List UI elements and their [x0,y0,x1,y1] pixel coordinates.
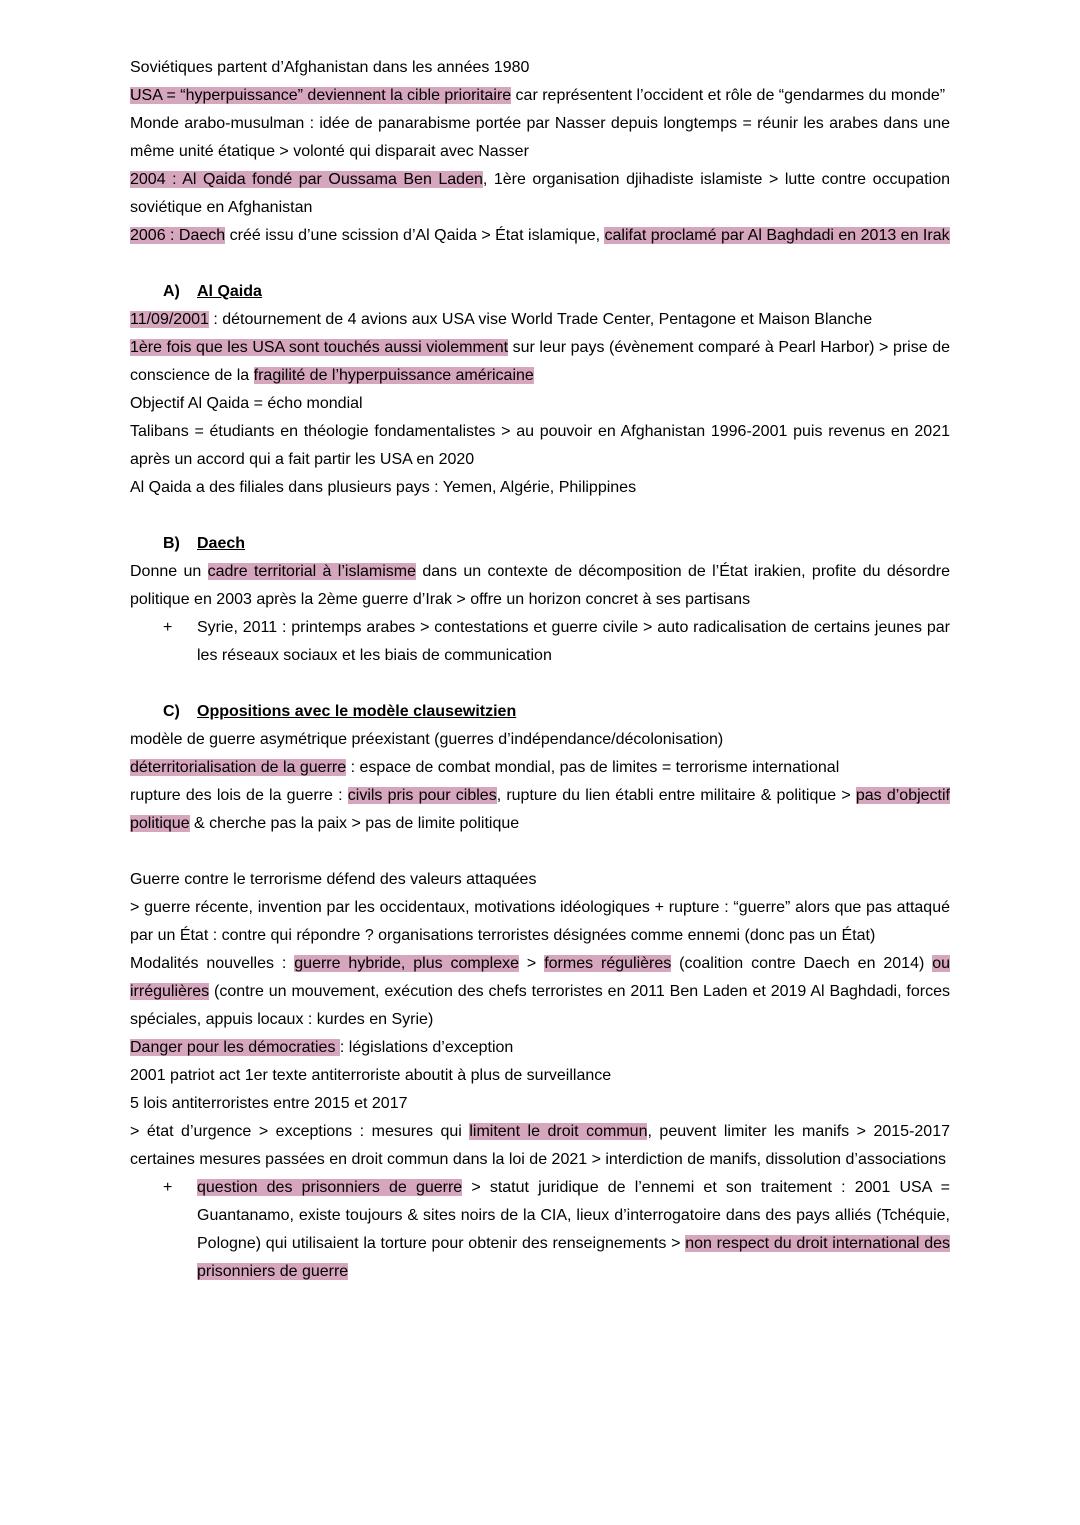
highlighted-text: 11/09/2001 [130,311,209,328]
paragraph [130,82,950,110]
text-run: > statut juridique de l’ennemi et son traitement : 2001 USA = Guantanamo, existe toujours & sites noirs de la CIA, lieux d’interrogatoire dans des pays alliés (Tchéquie, Pologne) qui utilisaient la torture pour obtenir des renseignements > [197,1179,950,1252]
highlighted-text: 2006 : Daech [130,227,226,244]
section-heading [130,698,950,726]
text-run: modèle de guerre asymétrique préexistant (guerres d’indépendance/décolonisation) [130,731,724,748]
paragraph [130,418,950,474]
bullet-marker: + [163,619,173,636]
text-run: : espace de combat mondial, pas de limites = terrorisme international [346,759,840,776]
highlighted-text: cadre territorial à l’islamisme [207,563,417,580]
text-run: car représentent l’occident et rôle de “gendarmes du monde” [511,87,946,104]
paragraph [130,166,950,222]
document-content [130,54,950,1286]
text-run: Monde arabo-musulman : idée de panarabisme portée par Nasser depuis longtemps = réunir les arabes dans une même unité étatique > volonté qui disparait avec Nasser [130,115,950,160]
bullet-item [130,614,950,670]
section-heading [130,530,950,558]
text-run: & cherche pas la paix > pas de limite politique [189,815,520,832]
paragraph [130,222,950,250]
text-run: dans un contexte de décomposition de l’État irakien, profite du désordre politique en 2003 après la 2ème guerre d’Irak > offre un horizon concret à ses partisans [130,563,951,608]
text-run: Guerre contre le terrorisme défend des valeurs attaquées [130,871,537,888]
text-run: Syrie, 2011 : printemps arabes > contestations et guerre civile > auto radicalisation de certains jeunes par les réseaux sociaux et les biais de communication [197,619,950,664]
text-run: , rupture du lien établi entre militaire & politique > [496,787,856,804]
section-title: Daech [197,535,246,552]
highlighted-text: pas d’objectif politique [130,787,951,832]
text-run: 5 lois antiterroristes entre 2015 et 2017 [130,1095,408,1112]
highlighted-text: civils pris pour cibles [347,787,497,804]
highlighted-text: limitent le droit commun [469,1123,648,1140]
bullet-marker: + [163,1179,173,1196]
text-run: Modalités nouvelles : [130,955,295,972]
text-run: > guerre récente, invention par les occidentaux, motivations idéologiques + rupture : “guerre” alors que pas attaqué par un État : contre qui répondre ? organisations terroristes désignées comme ennemi (donc pas un État) [130,899,950,944]
text-run: : législations d’exception [339,1039,514,1056]
highlighted-text: non respect du droit international des prisonniers de guerre [197,1235,950,1280]
paragraph [130,1062,950,1090]
bullet-text [197,614,950,670]
paragraph [130,558,950,614]
text-run: > état d’urgence > exceptions : mesures qui [130,1123,470,1140]
paragraph [130,894,950,950]
highlighted-text: guerre hybride, plus complexe [294,955,520,972]
highlighted-text: 2004 : Al Qaida fondé par Oussama Ben Laden [130,171,483,188]
section-letter: B) [163,535,180,552]
paragraph [130,754,950,782]
text-run: Donne un [130,563,208,580]
text-run: Objectif Al Qaida = écho mondial [130,395,363,412]
blank-line [130,838,950,866]
section-title: Al Qaida [197,283,262,300]
paragraph [130,1118,950,1174]
section-title: Oppositions avec le modèle clausewitzien [197,703,517,720]
paragraph [130,390,950,418]
paragraph [130,110,950,166]
text-run: Soviétiques partent d’Afghanistan dans les années 1980 [130,59,530,76]
text-run: , peuvent limiter les manifs > 2015-2017 certaines mesures passées en droit commun dans la loi de 2021 > interdiction de manifs, dissolution d’associations [130,1123,951,1168]
paragraph [130,1090,950,1118]
text-run: rupture des lois de la guerre : [130,787,348,804]
highlighted-text: déterritorialisation de la guerre [130,759,347,776]
highlighted-text: ou irrégulières [130,955,951,1000]
text-run: 2001 patriot act 1er texte antiterroriste aboutit à plus de surveillance [130,1067,612,1084]
text-run: , 1ère organisation djihadiste islamiste > lutte contre occupation soviétique en Afghanistan [130,171,950,216]
text-run: créé issu d’une scission d’Al Qaida > État islamique, [225,227,605,244]
highlighted-text: 1ère fois que les USA sont touchés aussi violemment [130,339,509,356]
highlighted-text: Danger pour les démocraties [130,1039,340,1056]
paragraph [130,950,950,1034]
highlighted-text: fragilité de l’hyperpuissance américaine [253,367,534,384]
text-run: (coalition contre Daech en 2014) [671,955,933,972]
highlighted-text: question des prisonniers de guerre [197,1179,463,1196]
paragraph [130,1034,950,1062]
text-run: (contre un mouvement, exécution des chefs terroristes en 2011 Ben Laden et 2019 Al Baghdadi, forces spéciales, appuis locaux : kurdes en Syrie) [130,983,950,1028]
paragraph [130,726,950,754]
highlighted-text: califat proclamé par Al Baghdadi en 2013 en Irak [604,227,950,244]
paragraph [130,866,950,894]
section-heading [130,278,950,306]
text-run: Talibans = étudiants en théologie fondamentalistes > au pouvoir en Afghanistan 1996-2001 puis revenus en 2021 après un accord qui a fait partir les USA en 2020 [130,423,950,468]
section-letter: C) [163,703,180,720]
text-run: > [519,955,545,972]
highlighted-text: formes régulières [544,955,672,972]
bullet-item [130,1174,950,1286]
text-run: sur leur pays (évènement comparé à Pearl Harbor) > prise de conscience de la [130,339,950,384]
section-letter: A) [163,283,180,300]
paragraph [130,306,950,334]
text-run: Al Qaida a des filiales dans plusieurs pays : Yemen, Algérie, Philippines [130,479,637,496]
paragraph [130,782,950,838]
paragraph [130,334,950,390]
paragraph [130,54,950,82]
text-run: : détournement de 4 avions aux USA vise World Trade Center, Pentagone et Maison Blanche [208,311,873,328]
highlighted-text: USA = “hyperpuissance” deviennent la cible prioritaire [130,87,512,104]
paragraph [130,474,950,502]
bullet-text [197,1174,950,1286]
